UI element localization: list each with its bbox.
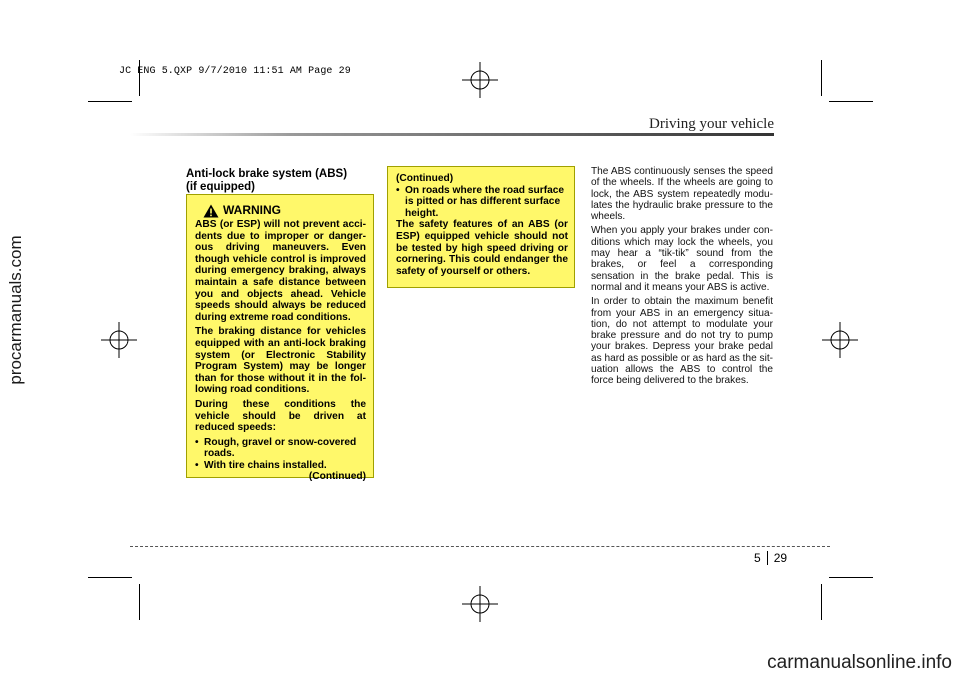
continued-warning-box [387, 166, 575, 288]
abs-body-text [591, 166, 773, 390]
registration-mark-icon [822, 322, 858, 358]
crop-mark [88, 577, 132, 578]
warning-box [186, 194, 374, 483]
body-paragraph: In order to obtain the maximum benefit from your ABS in an emergency situa-tion, do not attempt to modulate your brake pressure and do not try to pump your brakes. Depress your brake pedal as hard as possible or as hard as the sit-uation allows the ABS to control the force being delivered to the brakes. [591, 296, 773, 387]
continued-bullet: • On roads where the road surface is pitted or has different surface height. [396, 184, 565, 219]
crop-mark [139, 584, 140, 620]
warning-paragraph: During these conditions the vehicle should be driven at reduced speeds: [195, 398, 366, 434]
printer-slug: JC ENG 5.QXP 9/7/2010 11:51 AM Page 29 [119, 66, 351, 77]
warning-triangle-icon [203, 204, 219, 218]
warning-bullet: • Rough, gravel or snow-covered roads. [195, 436, 357, 460]
page-number [754, 551, 787, 565]
footer-rule [130, 546, 830, 547]
warning-paragraph: ABS (or ESP) will not prevent acci-dents due to improper or danger-ous driving maneuvers. Even though vehicle control is improved during emergency braking, always maintain a safe distance between you and objects ahead. Vehicle speeds should always be reduced during extreme road conditions. [195, 219, 366, 323]
footer-watermark: carmanualsonline.info [767, 652, 952, 673]
body-paragraph: The ABS continuously senses the speed of the wheels. If the wheels are going to lock, the ABS system repeatedly modu-lates the hydraulic brake pressure to the wheels. [591, 166, 773, 223]
crop-mark [821, 60, 822, 96]
registration-mark-icon [101, 322, 137, 358]
crop-mark [88, 101, 132, 102]
registration-mark-icon [462, 62, 498, 98]
warning-label: WARNING [223, 203, 281, 218]
warning-bullet: • With tire chains installed. [195, 459, 327, 471]
page-number-value: 29 [773, 551, 788, 565]
abs-heading [186, 168, 376, 194]
chapter-number: 5 [754, 551, 761, 565]
body-paragraph: When you apply your brakes under con-ditions which may lock the wheels, you may hear a “tik-tik” sound from the brakes, or feel a corresponding sensation in the brake pedal. This is normal and it means your ABS is active. [591, 225, 773, 293]
warning-header [203, 204, 366, 218]
warning-paragraph: The braking distance for vehicles equipped with an anti-lock braking system (or Electronic Stability Program System) may be longer than for those without it in the fol-lowing road conditions. [195, 326, 366, 396]
page-separator [767, 551, 768, 565]
abs-heading-line2: (if equipped) [186, 181, 255, 193]
crop-mark [829, 577, 873, 578]
abs-heading-line1: Anti-lock brake system (ABS) [186, 168, 348, 180]
continued-paragraph: The safety features of an ABS (or ESP) equipped vehicle should not be tested by high speed driving or cornering. This could endanger the safety of yourself or others. [396, 219, 568, 277]
continued-label: (Continued) [396, 173, 454, 184]
crop-mark [829, 101, 873, 102]
crop-mark [821, 584, 822, 620]
title-rule [130, 133, 774, 136]
registration-mark-icon [462, 586, 498, 622]
section-title: Driving your vehicle [649, 116, 774, 132]
warning-continued: (Continued) [308, 471, 366, 483]
side-watermark: procarmanuals.com [6, 235, 25, 385]
